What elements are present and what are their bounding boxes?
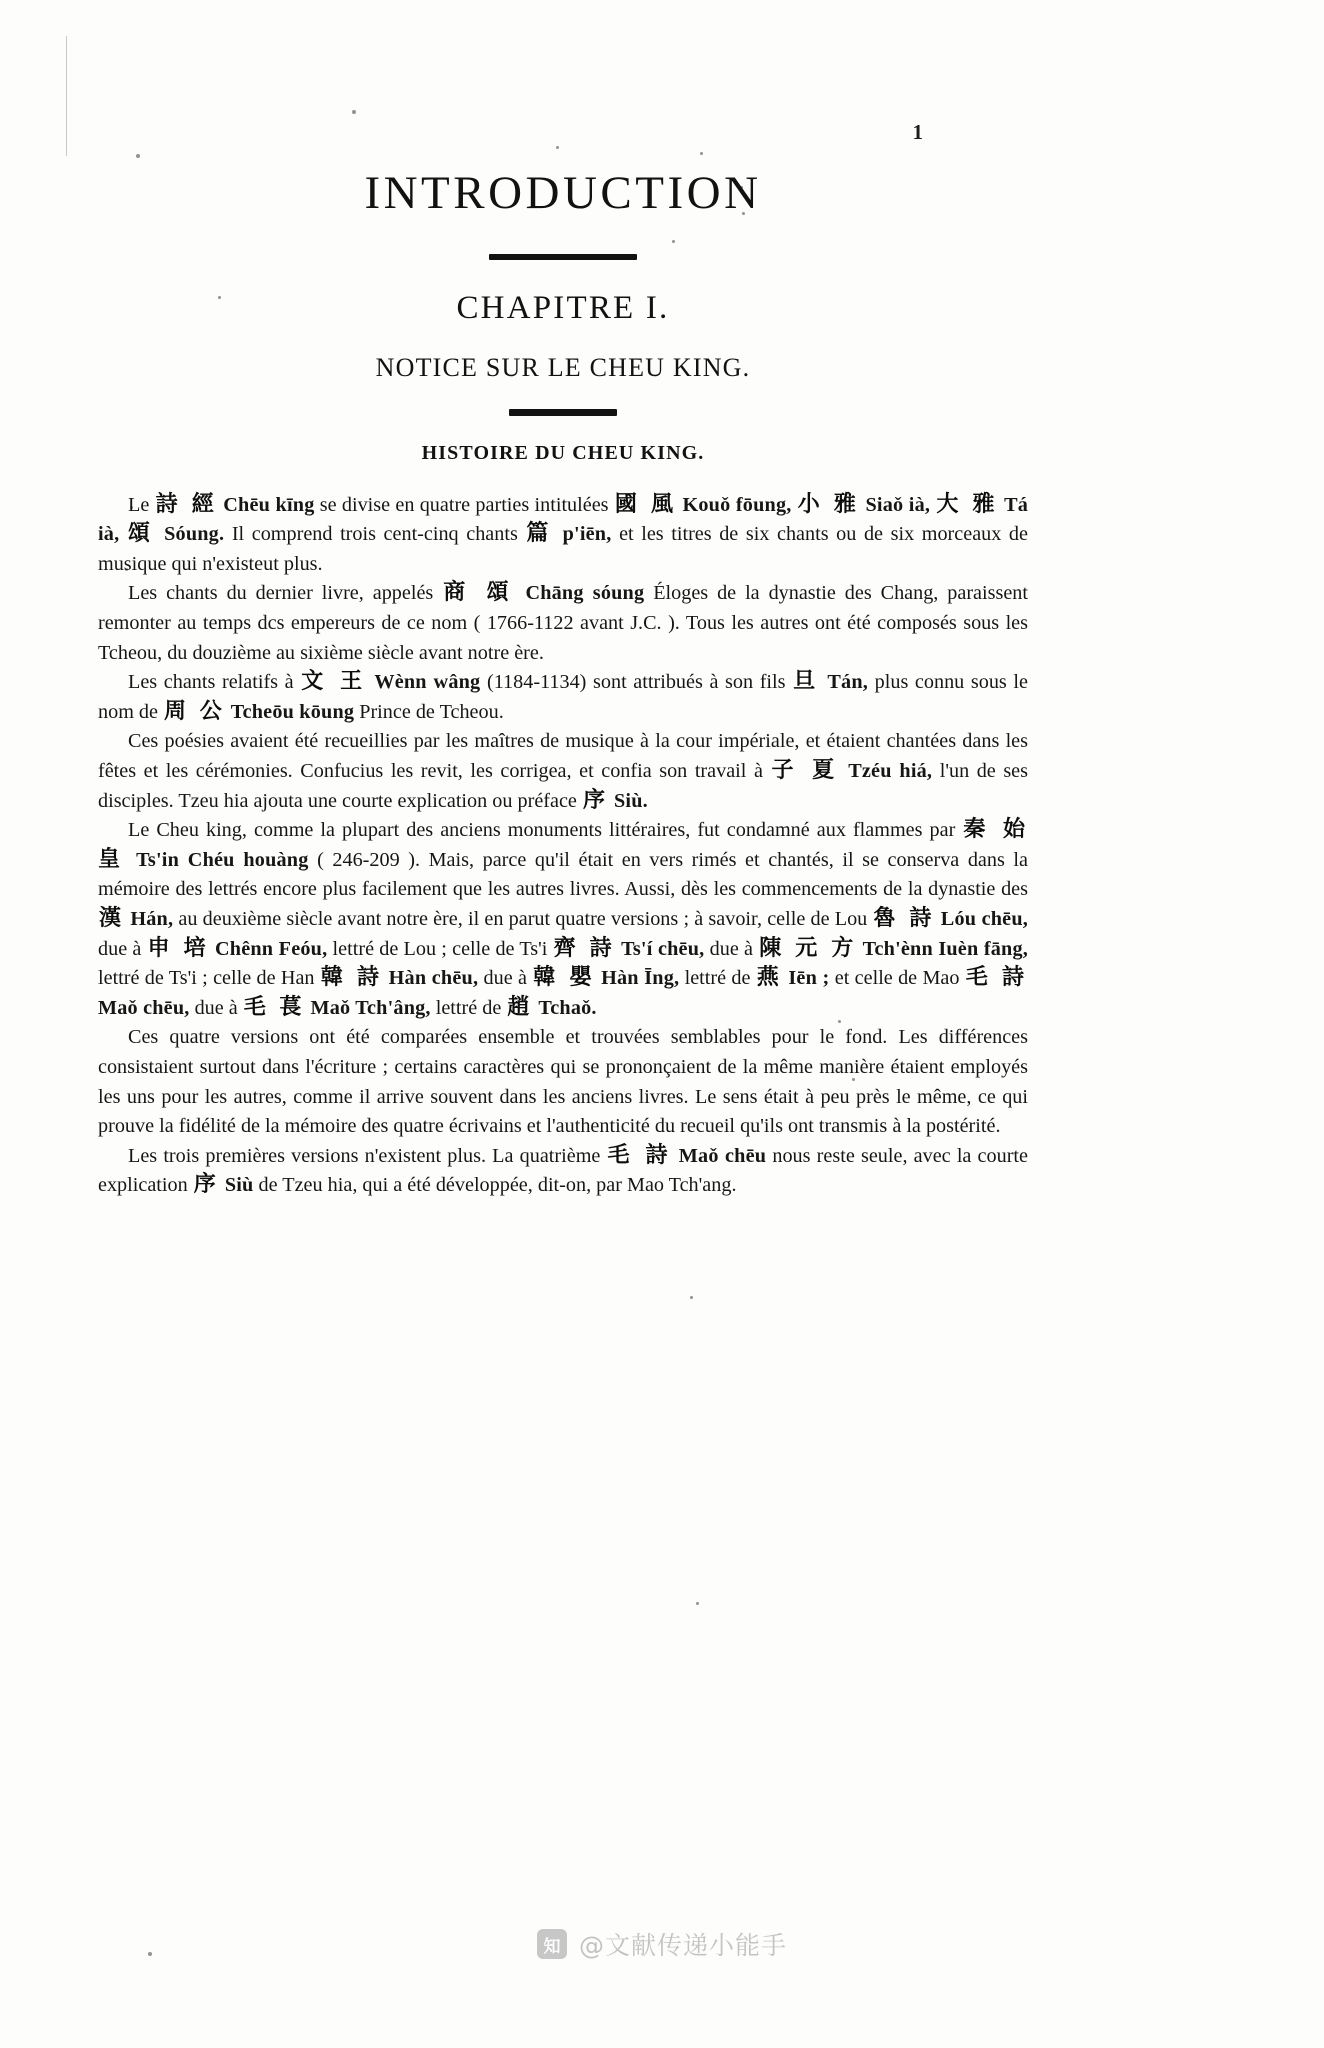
han-characters: 毛 詩 <box>965 965 1027 991</box>
watermark <box>0 1926 1324 1962</box>
han-characters: 毛 詩 <box>607 1142 672 1168</box>
text-run: Le Cheu king, comme la plupart des anciens monuments littéraires, fut condamné aux flammes par <box>128 819 963 842</box>
text-run: Prince de Tcheou. <box>354 700 504 723</box>
romanisation: Maǒ chēu <box>678 1144 767 1167</box>
scan-speck <box>556 146 559 149</box>
text-run: de Tzeu hia, qui a été développée, dit-on, par Mao Tch'ang. <box>253 1174 737 1197</box>
han-characters: 趙 <box>507 994 533 1020</box>
romanisation: Tch'ènn Iuèn fāng, <box>862 937 1029 960</box>
scan-speck <box>136 154 140 158</box>
romanisation: Ts'í chēu, <box>621 937 705 960</box>
romanisation: Wènn wâng <box>374 671 481 694</box>
text-run: au deuxième siècle avant notre ère, il en parut quatre versions ; à savoir, celle de Lou <box>173 908 873 930</box>
notice-heading: NOTICE SUR LE CHEU KING. <box>375 352 751 382</box>
romanisation: Tá ià, <box>98 493 1029 546</box>
zhihu-logo-icon: 知 <box>537 1929 567 1959</box>
han-characters: 毛 萇 <box>243 994 305 1020</box>
romanisation: Tzéu hiá, <box>848 760 933 783</box>
romanisation: Chēu kīng <box>223 493 315 516</box>
text-run: nous reste seule, avec la courte explication <box>98 1144 1028 1197</box>
text-run: Éloges de la dynastie des Chang, paraissent remonter au temps dcs empereurs de ce nom ( 1766-1122 avant J.C. ). Tous les autres ont été composés sous les Tcheou, du douzième au sixième siècle avant notre ère. <box>98 582 1029 664</box>
paragraph-2 <box>98 579 1028 668</box>
watermark-handle: @文献传递小能手 <box>578 1931 787 1960</box>
han-characters: 旦 <box>793 669 820 695</box>
romanisation: Lóu chēu, <box>940 908 1029 930</box>
han-characters: 韓 嬰 <box>533 965 595 991</box>
romanisation: Sóung. <box>164 523 225 546</box>
text-run: due à <box>704 937 759 960</box>
han-characters: 魯 詩 <box>873 906 935 931</box>
han-characters: 序 <box>582 787 608 813</box>
page-title: INTRODUCTION <box>364 167 762 219</box>
han-characters: 篇 <box>526 521 554 547</box>
text-run: lettré de Lou ; celle de Ts'i <box>327 937 553 960</box>
han-characters: 小 雅 <box>797 491 860 517</box>
scan-speck <box>690 1296 693 1299</box>
han-characters: 文 王 <box>301 669 367 695</box>
text-run: et celle de Mao <box>829 967 965 990</box>
han-characters: 國 風 <box>614 491 677 517</box>
text-run: due à <box>98 937 147 960</box>
han-characters: 序 <box>193 1172 219 1198</box>
text-run: (1184-1134) sont attribués à son fils <box>480 671 793 694</box>
chapter-heading: CHAPITRE I. <box>456 289 670 326</box>
han-characters: 頌 <box>127 521 156 547</box>
folio-number: 1 <box>912 120 924 144</box>
han-characters: 子 夏 <box>771 758 840 784</box>
romanisation: Tchaǒ. <box>538 996 597 1019</box>
romanisation: Hàn chēu, <box>388 967 479 990</box>
page-edge-line <box>66 36 67 156</box>
paragraph-6 <box>98 1023 1028 1141</box>
scan-speck <box>700 152 703 155</box>
section-heading: HISTOIRE DU CHEU KING. <box>421 441 705 464</box>
romanisation: Tcheōu kōung <box>230 700 355 723</box>
han-characters: 周 公 <box>164 698 225 724</box>
paragraph-5 <box>98 816 1028 1023</box>
han-characters: 陳 元 方 <box>759 935 857 961</box>
text-run: lettré de Ts'i ; celle de Han <box>98 967 320 990</box>
han-characters: 商 頌 <box>443 580 516 606</box>
romanisation: Siaǒ ià, <box>865 493 931 516</box>
text-run: lettré de <box>679 967 756 990</box>
paragraph-7 <box>98 1142 1028 1201</box>
text-run: et les titres de six chants ou de six morceaux de musique qui n'existeut plus. <box>98 523 1028 575</box>
text-run: Les chants relatifs à <box>128 671 301 694</box>
romanisation: Siù <box>224 1174 254 1197</box>
text-run <box>792 494 797 516</box>
han-characters: 申 培 <box>147 935 209 961</box>
romanisation: Maǒ chēu, <box>98 996 190 1019</box>
romanisation: Maǒ Tch'âng, <box>310 996 431 1019</box>
text-run: due à <box>478 967 533 990</box>
text-run: Ces quatre versions ont été comparées ensemble et trouvées semblables pour le fond. Les différences consistaient surtout dans l'écriture ; certains caractères qui se prononçaient de la même manière étaient employés les uns pour les autres, comme il arrive souvent dans les anciens livres. Le sens était à peu près le même, ce qui prouve la fidélité de la mémoire des quatre écrivains et l'authenticité du recueil qu'ils ont transmis à la postérité. <box>98 1026 1028 1138</box>
page-content <box>98 168 1028 1201</box>
text-run: Les chants du dernier livre, appelés <box>128 582 443 605</box>
title-divider <box>489 254 637 260</box>
romanisation: Hán, <box>130 908 174 930</box>
text-run: Il comprend trois cent-cinq chants <box>224 523 526 546</box>
paragraph-4 <box>98 727 1028 816</box>
text-run: Ces poésies avaient été recueillies par les maîtres de musique à la cour impériale, et étaient chantées dans les fêtes et les cérémonies. Confucius les revit, les corrigea, et confia son travail à <box>98 730 1028 783</box>
text-run: Les trois premières versions n'existent plus. La quatrième <box>128 1144 607 1167</box>
romanisation: Kouǒ fōung, <box>682 493 792 516</box>
romanisation: p'iēn, <box>562 523 612 546</box>
text-run: plus connu sous le nom de <box>98 671 1028 723</box>
han-characters: 漢 <box>99 906 125 931</box>
text-run: lettré de <box>430 996 507 1019</box>
romanisation: Chênn Feóu, <box>215 937 328 960</box>
romanisation: Ts'in Chéu houàng <box>136 848 309 871</box>
han-characters: 齊 詩 <box>553 935 615 961</box>
scan-speck <box>352 110 356 114</box>
text-run: ( 246-209 ). Mais, parce qu'il était en vers rimés et chantés, il se conserva dans la mémoire des lettrés encore plus facilement que les autres livres. Aussi, dès les commencements de la dynastie des <box>98 848 1028 901</box>
romanisation: Siù. <box>614 789 648 812</box>
romanisation: Iēn ; <box>788 967 830 990</box>
han-characters: 秦 始 皇 <box>98 817 1028 872</box>
han-characters: 韓 詩 <box>320 965 383 991</box>
han-characters: 大 雅 <box>936 491 998 517</box>
romanisation: Chāng sóung <box>525 582 645 605</box>
body-text <box>98 491 1028 1201</box>
han-characters: 詩 經 <box>155 491 217 517</box>
romanisation: Tán, <box>827 671 869 694</box>
text-run: se divise en quatre parties intitulées <box>314 493 614 516</box>
scan-speck <box>696 1602 699 1605</box>
text-run: due à <box>189 996 243 1019</box>
text-run: l'un de ses disciples. Tzeu hia ajouta une courte explication ou préface <box>98 760 1028 812</box>
text-run <box>119 523 127 545</box>
paragraph-1 <box>98 491 1028 580</box>
paragraph-3 <box>98 668 1028 727</box>
han-characters: 燕 <box>756 965 783 991</box>
section-divider <box>509 409 617 416</box>
text-run: Le <box>128 493 155 516</box>
romanisation: Hàn Īng, <box>601 967 680 990</box>
